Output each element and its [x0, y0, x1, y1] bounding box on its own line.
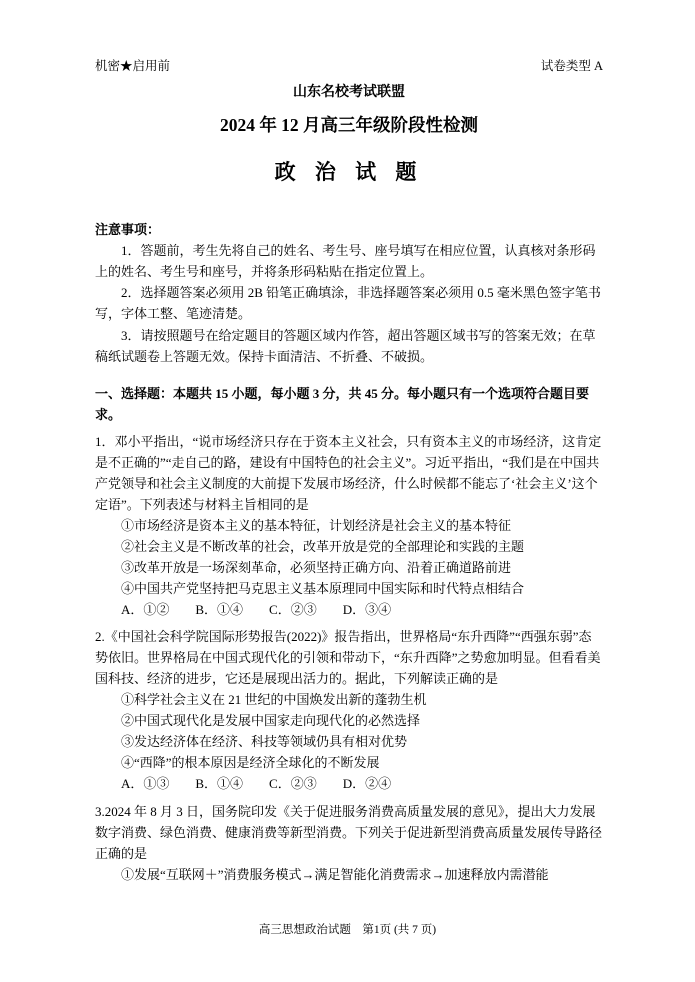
- section-heading: 一、选择题：本题共 15 小题，每小题 3 分，共 45 分。每小题只有一个选项符合题目要求。: [95, 385, 590, 422]
- question-1: [95, 431, 603, 620]
- question-item: ④中国共产党坚持把马克思主义基本原理同中国实际和时代特点相结合: [121, 581, 525, 597]
- paper-type-label: 试卷类型 A: [540, 59, 603, 73]
- league-title: 山东名校考试联盟: [293, 85, 405, 101]
- answer-choices: A．①② B．①④ C．②③ D．③④: [121, 602, 392, 618]
- notice-item: 2．选择题答案必须用 2B 铅笔正确填涂，非选择题答案必须用 0.5 毫米黑色签字笔书写，字体工整、笔迹清楚。: [95, 285, 601, 322]
- notice-item: 3．请按照题号在给定题目的答题区域内作答，超出答题区域书写的答案无效；在草稿纸试题卷上答题无效。保持卡面清洁、不折叠、不破损。: [95, 327, 596, 364]
- question-item: ①市场经济是资本主义的基本特征，计划经济是社会主义的基本特征: [121, 517, 512, 533]
- exam-title: 2024 年 12 月高三年级阶段性检测: [219, 114, 479, 135]
- question-item: ①科学社会主义在 21 世纪的中国焕发出新的蓬勃生机: [121, 692, 427, 708]
- question-3: [95, 801, 603, 885]
- question-stem: 2.《中国社会科学院国际形势报告(2022)》报告指出，世界格局“东升西降”“西强东弱”态势依旧。世界格局在中国式现代化的引领和带动下，“东升西降”之势愈加明显。但看看美国科技、经济的进步，它还是展现出活力的。据此，下列解读正确的是: [95, 629, 601, 687]
- notice-heading: 注意事项：: [95, 222, 161, 238]
- answer-choices: A．①③ B．①④ C．②③ D．②④: [121, 776, 392, 792]
- subject-title: 政 治 试 题: [274, 160, 424, 185]
- question-stem: 1．邓小平指出，“说市场经济只存在于资本主义社会，只有资本主义的市场经济，这肯定是不正确的”“走自己的路，建设有中国特色的社会主义”。习近平指出，“我们是在中国共产党领导和社会主义制度的大前提下发展市场经济，什么时候都不能忘了‘社会主义’这个定语”。下列表述与材料主旨相同的是: [95, 433, 602, 512]
- question-item: ③改革开放是一场深刻革命，必须坚持正确方向、沿着正确道路前进: [121, 559, 512, 575]
- page-footer: 高三思想政治试题 第1页 (共 7 页): [258, 924, 437, 937]
- question-item: ②中国式现代化是发展中国家走向现代化的必然选择: [121, 713, 421, 729]
- question-2: [95, 626, 603, 794]
- notice-section: [95, 219, 603, 366]
- question-item: ①发展“互联网＋”消费服务模式→满足智能化消费需求→加速释放内需潜能: [121, 866, 549, 882]
- question-item: ②社会主义是不断改革的社会，改革开放是党的全部理论和实践的主题: [121, 538, 525, 554]
- page-header: [95, 56, 603, 76]
- confidential-label: 机密★启用前: [95, 59, 171, 73]
- question-stem: 3.2024 年 8 月 3 日，国务院印发《关于促进服务消费高质量发展的意见》，提出大力发展数字消费、绿色消费、健康消费等新型消费。下列关于促进新型消费高质量发展传导路径正确的是: [95, 803, 603, 861]
- question-item: ④“西降”的根本原因是经济全球化的不断发展: [121, 755, 380, 771]
- notice-item: 1．答题前，考生先将自己的姓名、考生号、座号填写在相应位置，认真核对条形码上的姓名、考生号和座号，并将条形码粘贴在指定位置上。: [95, 243, 596, 280]
- question-item: ③发达经济体在经济、科技等领域仍具有相对优势: [121, 734, 408, 750]
